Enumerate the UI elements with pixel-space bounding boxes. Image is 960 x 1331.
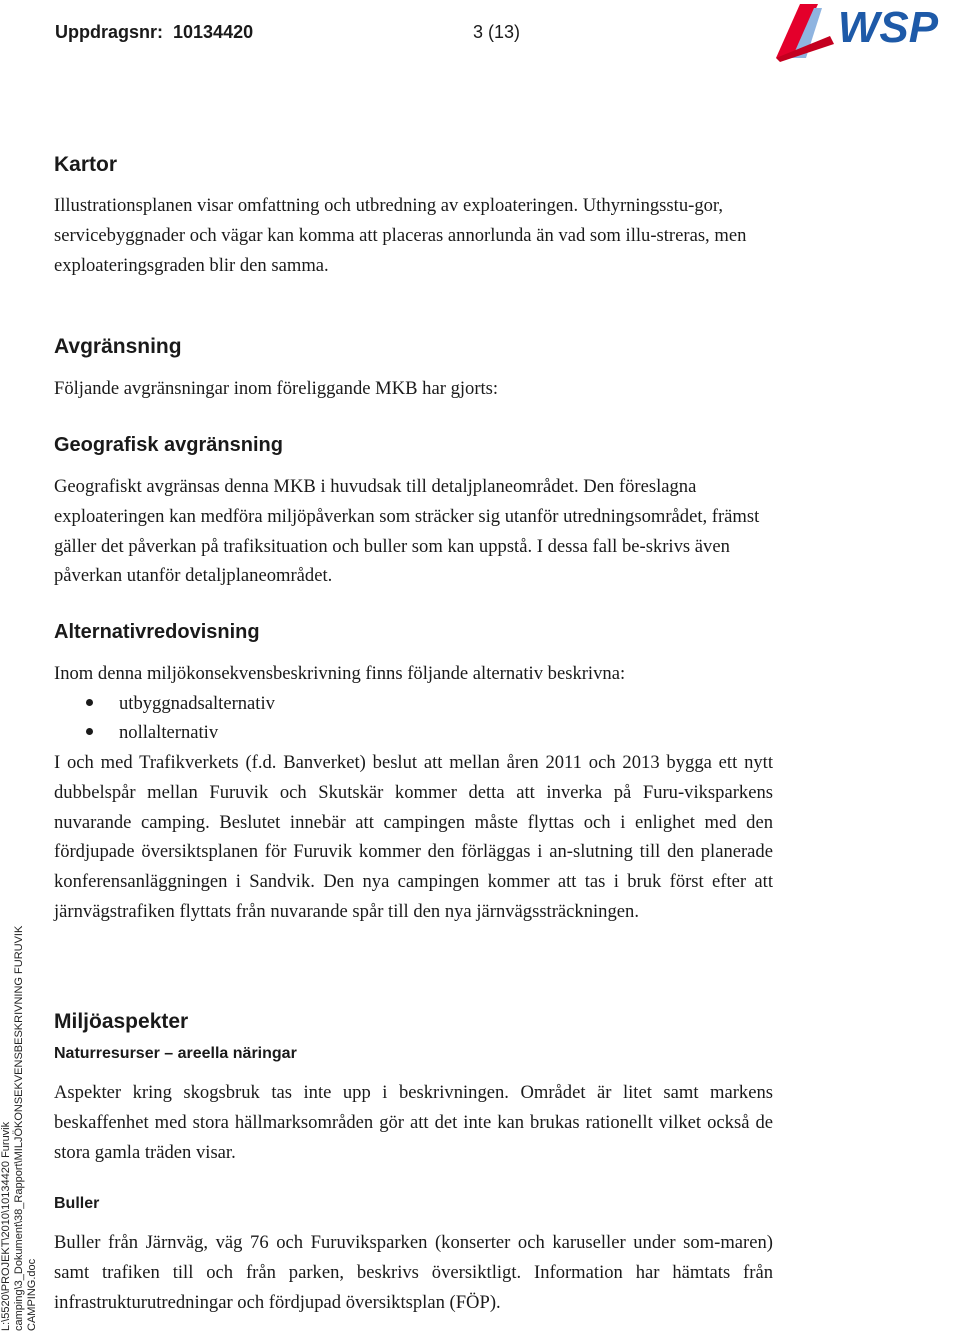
paragraph-kartor: Illustrationsplanen visar omfattning och utbredning av exploateringen. Uthyrningsstu-gor, servicebyggnader och vägar kan komma att placeras annorlunda än vad som illu-streras, men exploateringsgraden blir den samma.	[54, 195, 747, 276]
project-number-label	[55, 22, 253, 43]
heading-geografisk-avgransning: Geografisk avgränsning	[54, 434, 283, 456]
paragraph-buller: Buller från Järnväg, väg 76 och Furuviksparken (konserter och karuseller under som-maren) samt trafiken till och från parken, beskrivs översiktligt. Information har hämtats från infrastrukturutredningar och fördjupad översiktsplan (FÖP).	[54, 1232, 773, 1313]
project-number: 10134420	[173, 22, 254, 42]
heading-alternativredovisning: Alternativredovisning	[54, 621, 260, 643]
list-item	[86, 718, 218, 748]
file-path-line: CAMPING.doc	[26, 1258, 38, 1331]
paragraph-avgransning: Följande avgränsningar inom föreliggande MKB har gjorts:	[54, 378, 499, 399]
paragraph-naturresurser: Aspekter kring skogsbruk tas inte upp i beskrivningen. Området är litet samt markens beskaffenhet med stora hällmarksområden gör att det inte kan brukas rationellt vilket också de stora gamla träden visar.	[54, 1082, 773, 1163]
subheading-buller: Buller	[54, 1195, 100, 1212]
bullet-icon	[86, 728, 93, 735]
paragraph-geografisk: Geografiskt avgränsas denna MKB i huvudsak till detaljplaneområdet. Den föreslagna exploateringen kan medföra miljöpåverkan som sträcker sig utanför utredningsområdet, främst gäller det påverkan på trafiksituation och buller som kan uppstå. I dessa fall be-skrivs även påverkan utanför detaljplaneområdet.	[54, 476, 760, 587]
project-label: Uppdragsnr:	[55, 22, 163, 42]
paragraph-alternativ-intro: Inom denna miljökonsekvensbeskrivning finns följande alternativ beskrivna:	[54, 663, 626, 684]
wsp-logo	[770, 0, 960, 62]
bullet-icon	[86, 699, 93, 706]
list-item	[86, 689, 275, 719]
bullet-text: utbyggnadsalternativ	[119, 693, 275, 714]
file-path-sidebar	[0, 911, 39, 1331]
heading-kartor: Kartor	[54, 153, 118, 176]
file-path-line: L:\5520\PROJEKT\2010\10134420 Furuvik	[0, 1121, 12, 1331]
heading-avgransning: Avgränsning	[54, 335, 182, 358]
logo-text: WSP	[837, 3, 939, 52]
subheading-naturresurser: Naturresurser – areella näringar	[54, 1045, 297, 1062]
file-path-line: camping\3_Dokument\38_Rapport\MILJÖKONSEKVENSBESKRIVNING FURUVIK	[13, 925, 25, 1331]
heading-miljoaspekter: Miljöaspekter	[54, 1010, 189, 1033]
page-indicator: 3 (13)	[473, 22, 521, 42]
bullet-text: nollalternativ	[119, 722, 219, 743]
paragraph-alternativ-body: I och med Trafikverkets (f.d. Banverket) beslut att mellan åren 2011 och 2013 bygga ett nytt dubbelspår mellan Furuvik och Skutskär kommer detta att inverka på Furu-viksparkens nuvarande camping. Beslutet innebär att campingen måste flyttas och i enlighet med den fördjupade översiktsplanen för Furuvik kommer den förläggas i an-slutning till den planerade konferensanläggningen i Sandvik. Den nya campingen kommer att tas i bruk först efter att järnvägstrafiken flyttats från nuvarande spår till den nya järnvägssträckningen.	[54, 752, 773, 922]
